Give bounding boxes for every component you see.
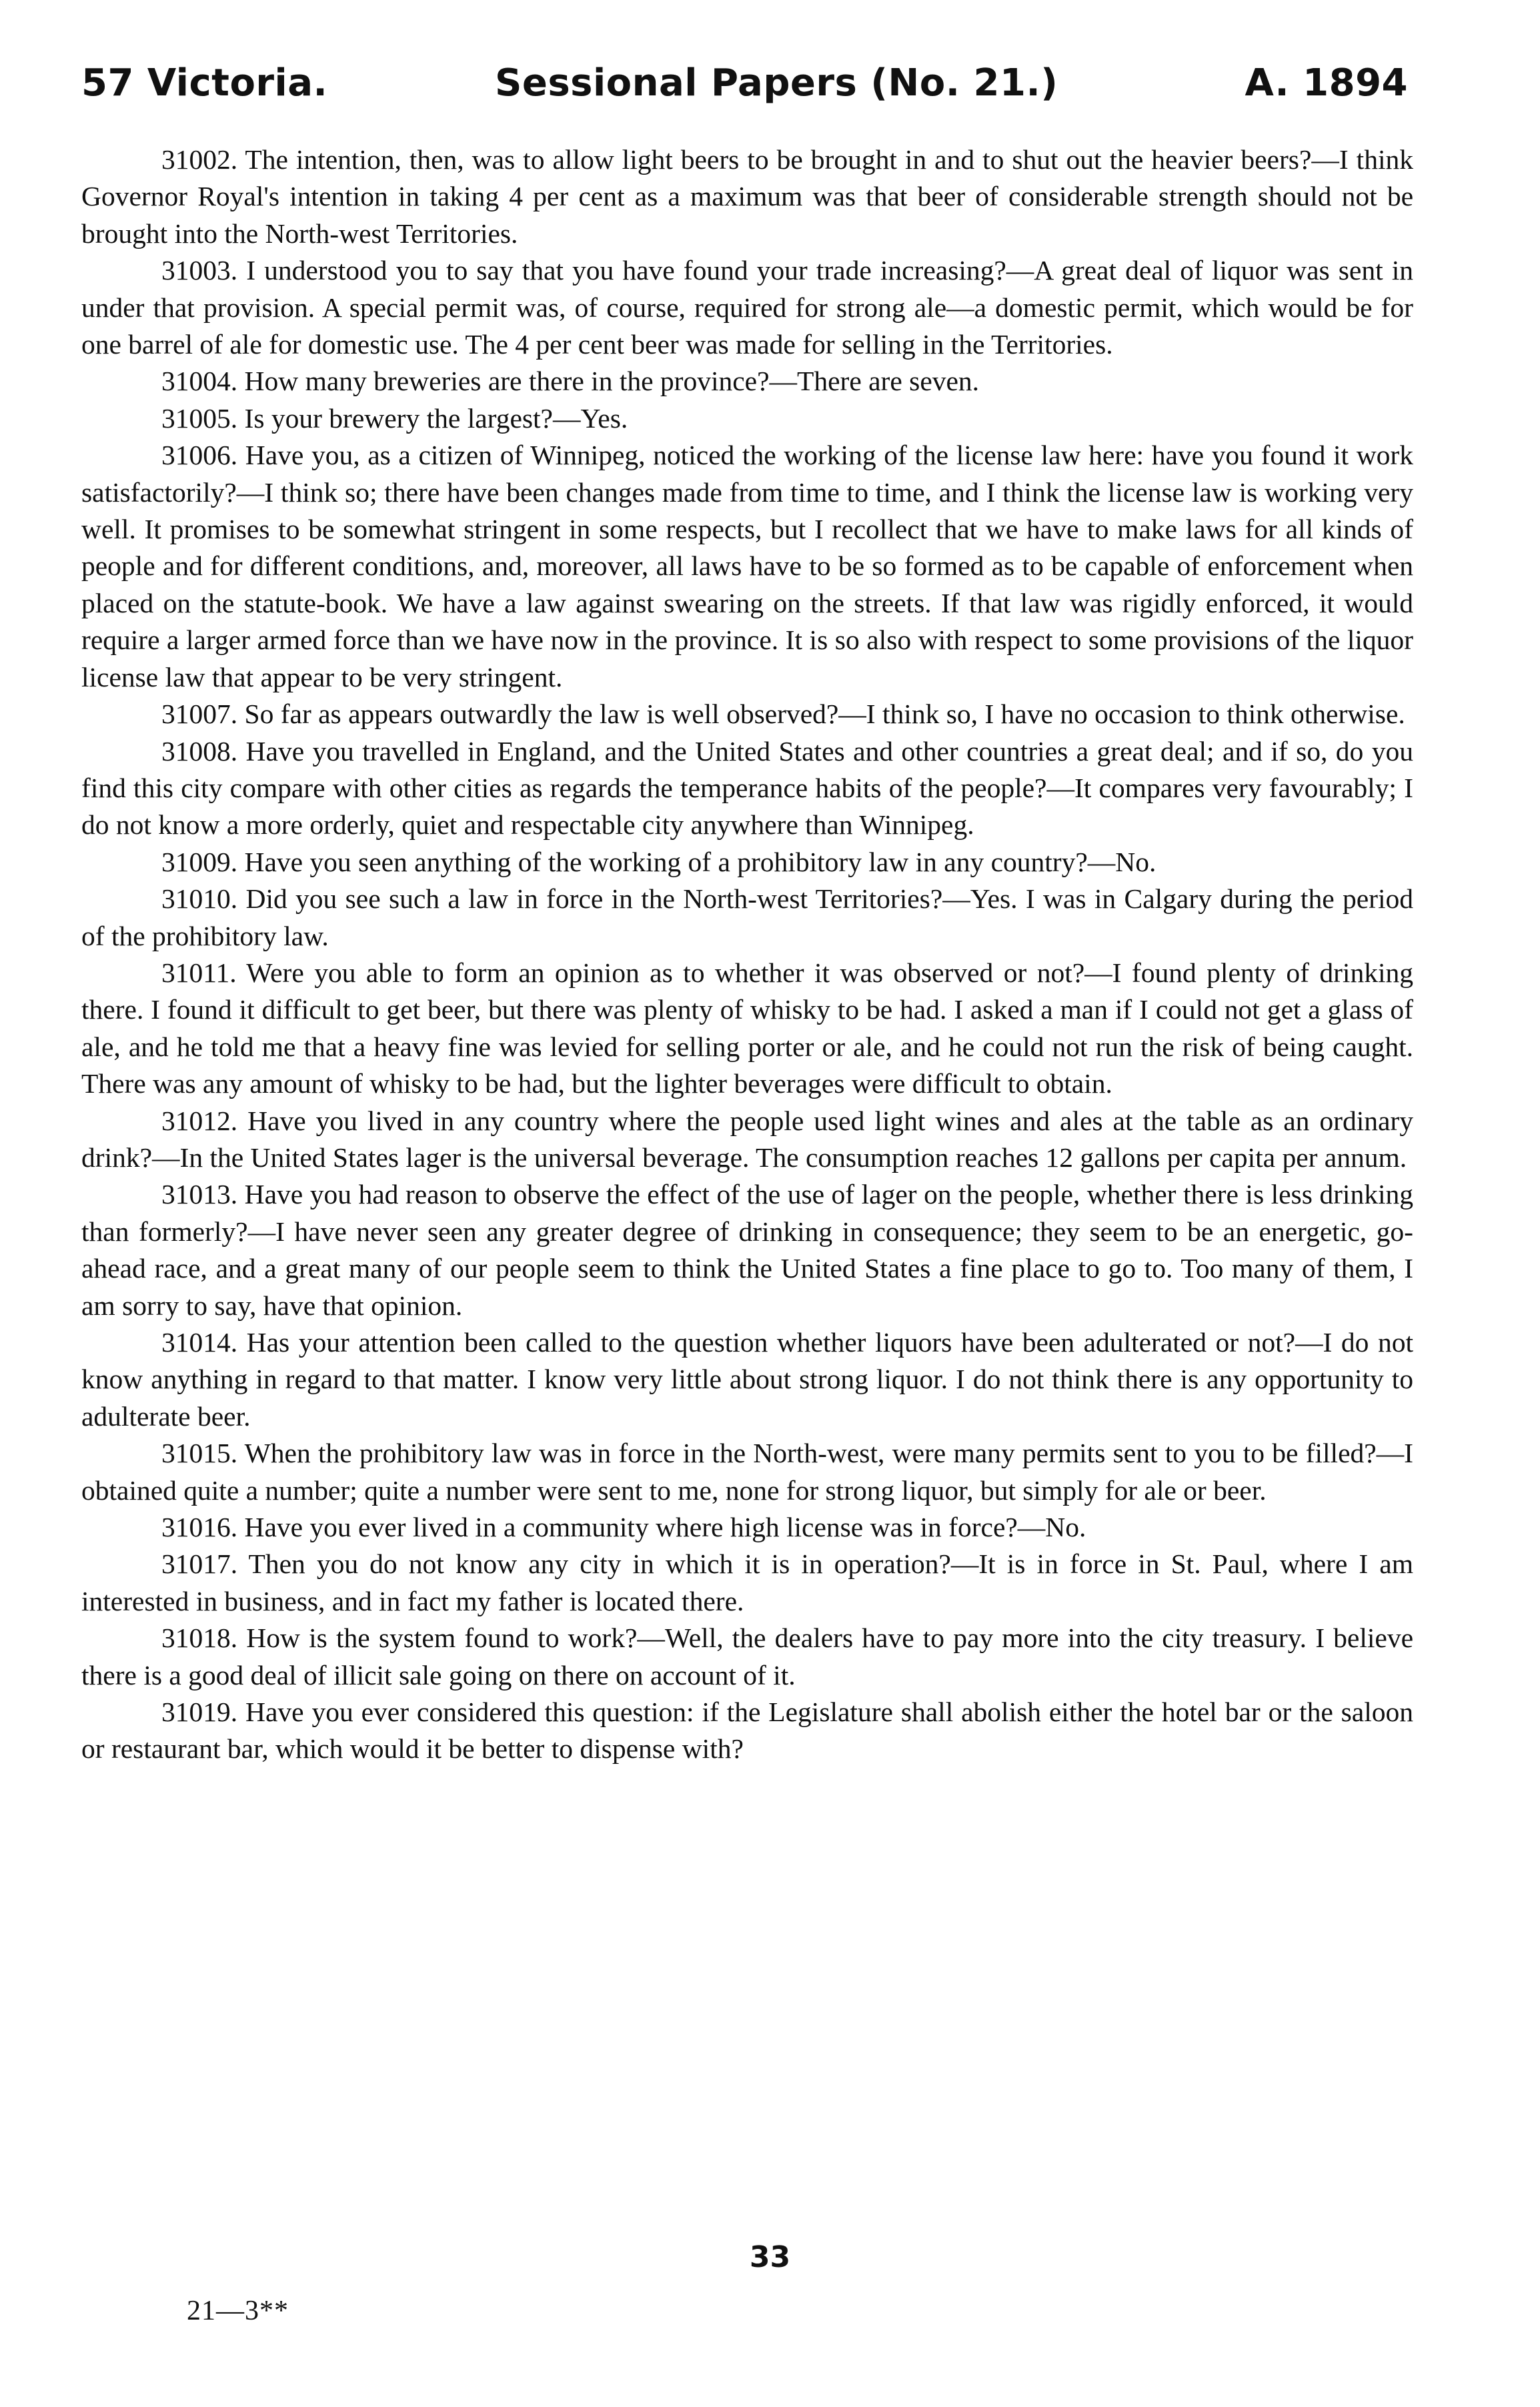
paragraph-31003: 31003. I understood you to say that you have found your trade increasing?—A great deal of liquor was sent in under that provision. A special permit was, of course, required for strong ale—a domestic permit, which would be for one barrel of ale for domestic use. The 4 per cent beer was made for selling in the Territories.	[81, 255, 1413, 360]
header-left: 57 Victoria.	[81, 61, 328, 105]
paragraph-31016: 31016. Have you ever lived in a community where high license was in force?—No.	[161, 1512, 1086, 1543]
paragraph-31008: 31008. Have you travelled in England, and the United States and other countries a great deal; and if so, do you find this city compare with other cities as regards the temperance habits of the people?—It compares very favourably; I do not know a more orderly, quiet and respectable city anywhere than Winnipeg.	[81, 735, 1413, 841]
paragraph-31004: 31004. How many breweries are there in the province?—There are seven.	[161, 366, 980, 397]
paragraph-31005: 31005. Is your brewery the largest?—Yes.	[161, 402, 628, 434]
paragraph-31012: 31012. Have you lived in any country where the people used light wines and ales at the table as an ordinary drink?—In the United States lager is the universal beverage. The consumption reaches 12 gallons per capita per annum.	[81, 1105, 1413, 1173]
paragraph-31002: 31002. The intention, then, was to allow light beers to be brought in and to shut out the heavier beers?—I think Governor Royal's intention in taking 4 per cent as a maximum was that beer of considerable strength should not be brought into the North-west Territories.	[81, 144, 1413, 249]
paragraph-31019: 31019. Have you ever considered this question: if the Legislature shall abolish either the hotel bar or the saloon or restaurant bar, which would it be better to dispense with?	[81, 1697, 1413, 1765]
paragraph-31010: 31010. Did you see such a law in force in the North-west Territories?—Yes. I was in Calgary during the period of the prohibitory law.	[81, 883, 1413, 951]
paragraph-31018: 31018. How is the system found to work?—Well, the dealers have to pay more into the city treasury. I believe there is a good deal of illicit sale going on there on account of it.	[81, 1622, 1413, 1691]
header-center: Sessional Papers (No. 21.)	[495, 61, 1058, 105]
paragraph-31006: 31006. Have you, as a citizen of Winnipeg, noticed the working of the license law here: have you found it work satisfactorily?—I think so; there have been changes made from time to time, and I think the license law is working very well. It promises to be somewhat stringent in some respects, but I recollect that we have to make laws for all kinds of people and for different conditions, and, moreover, all laws have to be so formed as to be capable of enforcement when placed on the statute-book. We have a law against swearing on the streets. If that law was rigidly enforced, it would require a larger armed force than we have now in the province. It is so also with respect to some provisions of the liquor license law that appear to be very stringent.	[81, 440, 1413, 692]
running-header	[81, 61, 1408, 121]
testimony-body	[81, 141, 1413, 1768]
paragraph-31013: 31013. Have you had reason to observe the effect of the use of lager on the people, whether there is less drinking than formerly?—I have never seen any greater degree of drinking in consequence; they seem to be an energetic, go-ahead race, and a great many of our people seem to think the United States a fine place to go to. Too many of them, I am sorry to say, have that opinion.	[81, 1179, 1413, 1321]
page-number: 33	[749, 2240, 791, 2274]
paragraph-31011: 31011. Were you able to form an opinion as to whether it was observed or not?—I found plenty of drinking there. I found it difficult to get beer, but there was plenty of whisky to be had. I asked a man if I could not get a glass of ale, and he told me that a heavy fine was levied for selling porter or ale, and he could not run the risk of being caught. There was any amount of whisky to be had, but the lighter beverages were difficult to obtain.	[81, 957, 1413, 1099]
paragraph-31009: 31009. Have you seen anything of the working of a prohibitory law in any country?—No.	[161, 846, 1157, 877]
paragraph-31017: 31017. Then you do not know any city in which it is in operation?—It is in force in St. Paul, where I am interested in business, and in fact my father is located there.	[81, 1548, 1413, 1616]
header-right: A. 1894	[1245, 61, 1408, 105]
printer-signature: 21—3**	[187, 2296, 289, 2326]
paragraph-31015: 31015. When the prohibitory law was in force in the North-west, were many permits sent to you to be filled?—I obtained quite a number; quite a number were sent to me, none for strong liquor, but simply for ale or beer.	[81, 1438, 1413, 1506]
paragraph-31007: 31007. So far as appears outwardly the law is well observed?—I think so, I have no occasion to think otherwise.	[161, 698, 1405, 730]
paragraph-31014: 31014. Has your attention been called to the question whether liquors have been adulterated or not?—I do not know anything in regard to that matter. I know very little about strong liquor. I do not think there is any opportunity to adulterate beer.	[81, 1327, 1413, 1432]
